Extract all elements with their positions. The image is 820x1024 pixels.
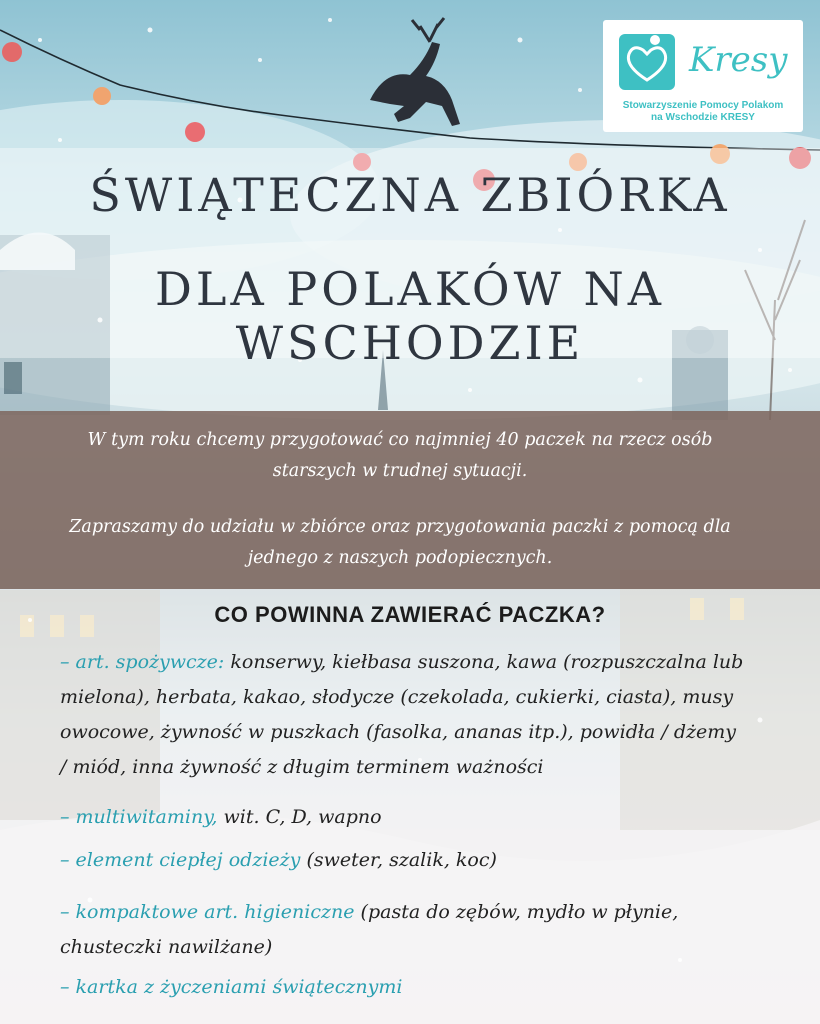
item-text: (sweter, szalik, koc)	[300, 849, 497, 871]
info-text: Zapraszamy do udziału w zbiórce oraz przygotowania paczki z pomocą dla	[69, 517, 731, 537]
item-label: – multiwitaminy,	[60, 806, 218, 828]
item-text: (pasta do zębów, mydło w płynie,	[354, 901, 679, 923]
item-text: mielona), herbata, kakao, słodycze (czekolada, cukierki, ciasta), musy	[60, 686, 734, 708]
page-title-line2: DLA POLAKÓW NA WSCHODZIE	[155, 262, 665, 370]
info-paragraph-goal	[20, 425, 780, 487]
item-text: wit. C, D, wapno	[217, 806, 382, 828]
item-label: – element ciepłej odzieży	[60, 849, 301, 871]
package-heading: CO POWINNA ZAWIERAĆ PACZKA?	[214, 602, 606, 627]
item-text: / miód, inna żywność z długim terminem ważności	[60, 756, 544, 778]
item-text: konserwy, kiełbasa suszona, kawa (rozpuszczalna lub	[224, 651, 744, 673]
info-text: jednego z naszych podopiecznych.	[247, 548, 553, 568]
item-text: chusteczki nawilżane)	[60, 936, 273, 958]
item-label: – kompaktowe art. higieniczne	[60, 901, 355, 923]
list-item	[60, 645, 800, 785]
item-text: owocowe, żywność w puszkach (fasolka, ananas itp.), powidła / dżemy	[60, 721, 736, 743]
heart-logo-icon	[615, 26, 685, 96]
list-item	[60, 843, 800, 878]
list-item	[60, 895, 800, 965]
reindeer-icon	[370, 18, 460, 126]
logo-subtitle-line1: Stowarzyszenie Pomocy Polakom	[622, 100, 784, 111]
page-title-line1: ŚWIĄTECZNA ZBIÓRKA	[89, 168, 731, 222]
list-item	[60, 800, 800, 835]
logo-wordmark: Kresy	[689, 40, 788, 80]
info-text: W tym roku chcemy przygotować co najmniej 40 paczek na rzecz osób	[87, 430, 713, 450]
info-text: starszych w trudnej sytuacji.	[272, 461, 528, 481]
info-paragraph-invite	[20, 512, 780, 574]
item-label: – kartka z życzeniami świątecznymi	[60, 976, 403, 998]
item-label: – art. spożywcze:	[60, 651, 225, 673]
list-item	[60, 970, 800, 1005]
kresy-logo	[603, 20, 803, 132]
logo-subtitle-line2: na Wschodzie KRESY	[651, 112, 755, 123]
